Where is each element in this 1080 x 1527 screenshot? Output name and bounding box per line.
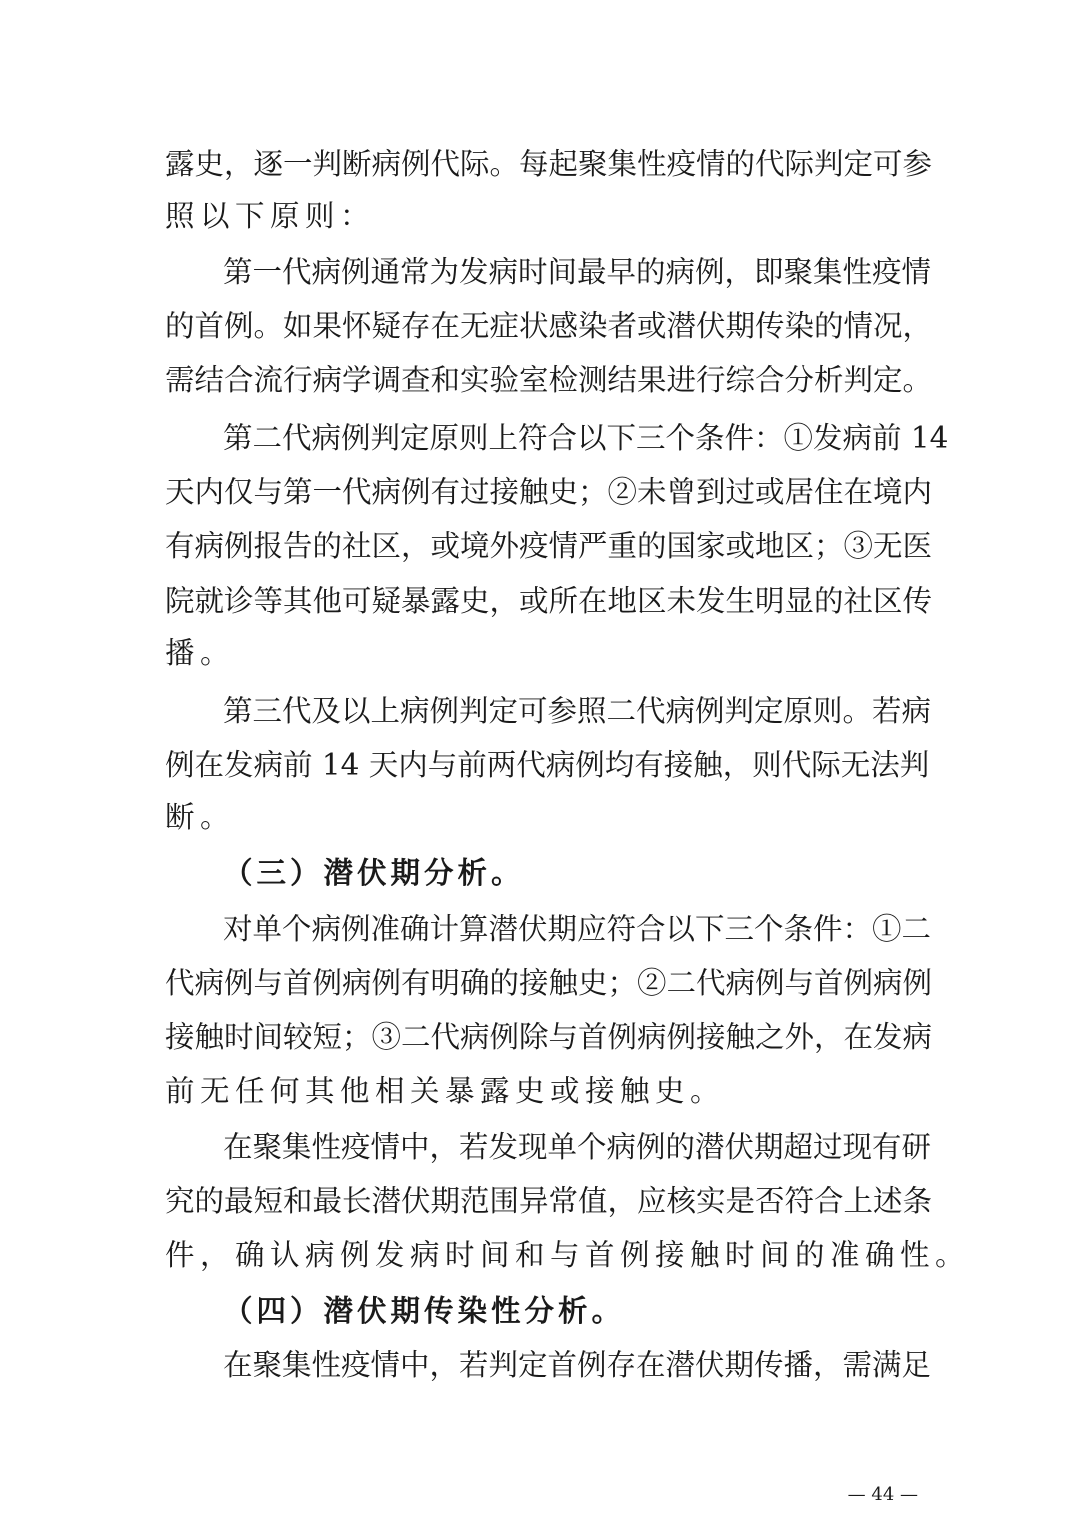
text-line: 第三代及以上病例判定可参照二代病例判定原则。若病: [223, 694, 932, 728]
text-line: 在聚集性疫情中，若判定首例存在潜伏期传播，需满足: [223, 1348, 932, 1382]
text-line: 第二代病例判定原则上符合以下三个条件：①发病前 14: [223, 421, 949, 455]
text-line: 需结合流行病学调查和实验室检测结果进行综合分析判定。: [165, 363, 933, 397]
text-line: 照以下原则：: [165, 199, 376, 233]
text-line: 究的最短和最长潜伏期范围异常值，应核实是否符合上述条: [165, 1184, 933, 1218]
text-line: 露史，逐一判断病例代际。每起聚集性疫情的代际判定可参: [165, 147, 933, 181]
text-line: 播。: [165, 636, 236, 670]
text-line: 有病例报告的社区，或境外疫情严重的国家或地区；③无医: [165, 529, 933, 563]
page-number: — 44 —: [847, 1484, 918, 1505]
text-line: 对单个病例准确计算潜伏期应符合以下三个条件：①二: [223, 912, 932, 946]
text-line: 代病例与首例病例有明确的接触史；②二代病例与首例病例: [165, 966, 933, 1000]
text-line: 件，确认病例发病时间和与首例接触时间的准确性。: [165, 1238, 971, 1272]
text-line: 接触时间较短；③二代病例除与首例病例接触之外，在发病: [165, 1020, 933, 1054]
text-line: 在聚集性疫情中，若发现单个病例的潜伏期超过现有研: [223, 1130, 932, 1164]
section-heading: （三）潜伏期分析。: [223, 855, 525, 890]
section-heading: （四）潜伏期传染性分析。: [223, 1293, 626, 1328]
text-line: 天内仅与第一代病例有过接触史；②未曾到过或居住在境内: [165, 475, 933, 509]
text-line: 前无任何其他相关暴露史或接触史。: [165, 1074, 726, 1108]
text-line: 的首例。如果怀疑存在无症状感染者或潜伏期传染的情况，: [165, 309, 933, 343]
text-line: 断。: [165, 800, 236, 834]
text-line: 院就诊等其他可疑暴露史，或所在地区未发生明显的社区传: [165, 584, 933, 618]
text-line: 第一代病例通常为发病时间最早的病例，即聚集性疫情: [223, 255, 932, 289]
text-line: 例在发病前 14 天内与前两代病例均有接触，则代际无法判: [165, 748, 930, 782]
